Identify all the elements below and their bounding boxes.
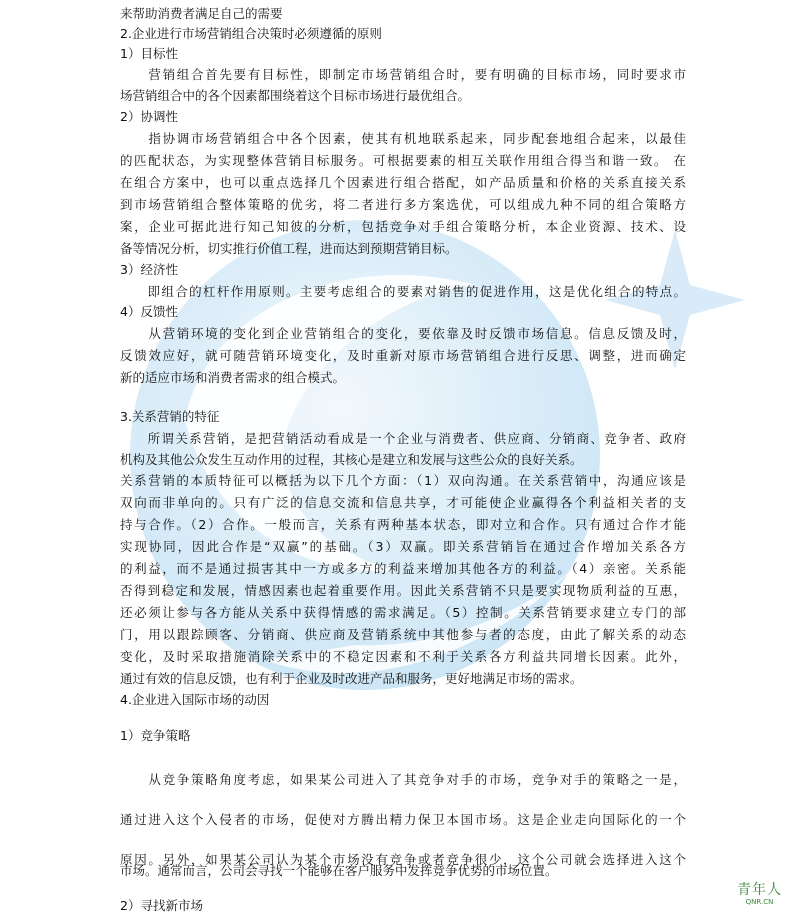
text-line: 变化，及时采取措施消除关系中的不稳定因素和不利于关系各方利益共同增长因素。此外， [120,649,686,664]
text-line: 双向而非单向的。只有广泛的信息交流和信息共享，才可能使企业赢得各个利益相关者的支 [120,495,686,510]
text-line: 备等情况分析，切实推行价值工程，进而达到预期营销目标。 [120,241,458,256]
subsection-heading: 1）目标性 [120,46,178,61]
text-line: 通过进入这个入侵者的市场，促使对方腾出精力保卫本国市场。这是企业走向国际化的一个 [120,812,686,827]
text-line: 到市场营销组合整体策略的优劣，将二者进行多方案选优，可以组成九种不同的组合策略方 [120,197,686,212]
text-line: 关系营销的本质特征可以概括为以下几个方面：（1）双向沟通。在关系营销中，沟通应该是 [120,473,686,488]
text-line: 持与合作。（2）合作。一般而言，关系有两种基本状态，即对立和合作。只有通过合作才能 [120,517,686,532]
subsection-heading: 3）经济性 [120,262,178,277]
text-line: 否得到稳定和发展，情感因素也起着重要作用。因此关系营销不只是要实现物质利益的互惠， [120,583,686,598]
site-brand-logo [737,882,782,906]
text-line: 指协调市场营销组合中各个因素，使其有机地联系起来，同步配套地组合起来，以最佳 [120,131,686,146]
text-line: 新的适应市场和消费者需求的组合模式。 [120,370,346,385]
text-line: 从竞争策略角度考虑，如果某公司进入了其竞争对手的市场，竞争对手的策略之一是， [120,772,686,787]
text-line: 原因。另外，如果某公司认为某个市场没有竞争或者竞争很少，这个公司就会选择进入这个 [120,852,686,867]
brand-url: QNR.CN [745,898,774,906]
text-line: 场营销组合中的各个因素都围绕着这个目标市场进行最优组合。 [120,88,471,103]
text-line: 实现协同，因此合作是“双赢”的基础。（3）双赢。即关系营销旨在通过合作增加关系各方 [120,539,686,554]
text-line: 的匹配状态，为实现整体营销目标服务。可根据要素的相互关联作用组合得当和谐一致。 在 [120,153,686,168]
circular-swoosh-logo-watermark-icon [115,190,755,750]
section-heading: 2.企业进行市场营销组合决策时必须遵循的原则 [120,26,382,41]
text-line: 通过有效的信息反馈，也有利于企业及时改进产品和服务，更好地满足市场的需求。 [120,671,583,686]
text-line: 营销组合首先要有目标性，即制定市场营销组合时，要有明确的目标市场，同时要求市 [120,67,686,82]
brand-name: 青年人 [737,882,782,898]
text-line: 市场。通常而言，公司会寻找一个能够在客户服务中发挥竞争优势的市场位置。 [120,863,558,878]
text-line: 来帮助消费者满足自己的需要 [120,6,283,21]
subsection-heading: 4）反馈性 [120,304,178,319]
section-heading: 4.企业进入国际市场的动因 [120,692,270,707]
text-line: 门，用以跟踪顾客、分销商、供应商及营销系统中其他参与者的态度，由此了解关系的动态 [120,627,686,642]
text-line: 在组合方案中，也可以重点选择几个因素进行组合搭配，如产品质量和价格的关系直接关系 [120,175,686,190]
text-line: 的利益，而不是通过损害其中一方或多方的利益来增加其他各方的利益。（4）亲密。关系能 [120,561,686,576]
subsection-heading: 2）协调性 [120,109,178,124]
subsection-heading: 2）寻找新市场 [120,898,203,913]
text-line: 机构及其他公众发生互动作用的过程，其核心是建立和发展与这些公众的良好关系。 [120,452,583,467]
text-line: 从营销环境的变化到企业营销组合的变化，要依靠及时反馈市场信息。信息反馈及时， [120,326,686,341]
section-heading: 3.关系营销的特征 [120,409,220,424]
text-line: 即组合的杠杆作用原则。主要考虑组合的要素对销售的促进作用，这是优化组合的特点。 [120,284,686,299]
text-line: 案，企业可据此进行知己知彼的分析，包括竞争对手组合策略分析，本企业资源、技术、设 [120,219,686,234]
subsection-heading: 1）竞争策略 [120,728,191,743]
text-line: 所谓关系营销，是把营销活动看成是一个企业与消费者、供应商、分销商、竞争者、政府 [120,431,686,446]
text-line: 反馈效应好，就可随营销环境变化，及时重新对原市场营销组合进行反思、调整，进而确定 [120,348,686,363]
text-line: 还必须让参与各方能从关系中获得情感的需求满足。（5）控制。关系营销要求建立专门的部 [120,605,686,620]
